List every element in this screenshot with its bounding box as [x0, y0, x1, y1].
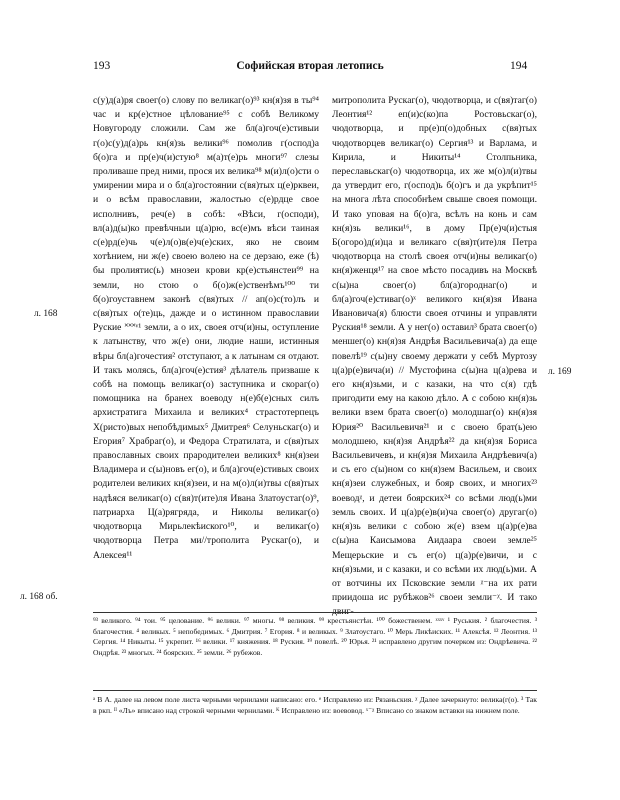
left-column-text: с(у)д(а)ря своег(о) слову по великаг(о)⁹³ кн(я)зя в ты⁹⁴ час и кр(е)стное цѣлование⁹⁵ с собѣ Великому Новугороду сложили. Сам же бл(а)гоч(е)стивыи г(о)с(у)д(а)рь кн(я)зь велики⁹⁶ помолив г(оспод)а б(о)га и пр(е)ч(и)стую⁸ м(а)т(е)рь многи⁹⁷ слезы проливаше пред ними, прося их велика⁹⁸ м(и)л(о)сти о умирении мира и о бл(а)гостоянии с(вя)тых ц(е)рквеи, и о всѣм православии, жалостью с(е)рдце свое исполнивъ, реч(е) в собѣ: «Вѣси, г(осподи), вл(а)д(ы)ко превѣчныи ц(а)рю, вс(е)мъ вѣси таиная с(е)рд(е)чь ч(е)л(о)в(е)ч(е)ских, яко не своим хотѣнием, ни ж(е) своею волею на се дерзаю, еже (ѣ) бы пролиятис(ь) мнозеи крови кр(е)стьянстеи⁹⁹ на земли, но стою о б(о)ж(е)ственѣмъ¹⁰⁰ ти б(о)гоуставнем законѣ с(вя)тых // ап(о)с(то)лъ и с(вя)тых о(те)ць, дажде и о истинном православии Руские ˟˟˟ᵛ¹ земли, а о их, своея отч(и)ны, оступление к латынству, что ж(е) они, людие наши, истинныя вѣры бл(а)гочестия² отступают, а к латынам ся отдают. И такъ молясь, бл(а)гоч(е)стия³ дѣлатель призваше к собѣ на помощь великаг(о) заступника и скораг(о) помощника на бранех воеводу н(е)б(е)сных силъ архистратига Михаила и великих⁴ страстотерпецъ Х(ристо)вых непобѣдимых⁵ Дмитрея⁶ Селуньскаг(о) и Егория⁷ Храбраг(о), и Федора Стратилата, и с(вя)тых православных своих прародителеи великих⁸ кн(я)зеи Владимера и с(ы)новъ ег(о), и бл(а)гоч(е)стивых своих родителеи великих кн(я)зеи, и на м(о)л(и)твы с(вя)тых надѣяся великаг(о) с(вя)т(ите)ля Ивана Златоустаг(о)⁹, патриарха Ц(а)рягряда, и Николы великаг(о) чюдотворца Мирьлекѣиского¹⁰, и великаг(о) чюдотворца Петра ми//трополита Рускаг(о), и Алексея¹¹	[93, 95, 319, 561]
margin-note-l169: л. 169	[548, 367, 572, 377]
variant-footnotes-text: ⁹³ великого. ⁹⁴ тои. ⁹⁵ целование. ⁹⁶ велики. ⁹⁷ многы. ⁹⁸ великия. ⁹⁹ крестьянстѣи. ¹⁰⁰ божественем. ˣˣˣᵛ ¹ Руськия. ² благочестия. ³ благочестия. ⁴ великых. ⁵ непобедимых. ⁶ Дмитрия. ⁷ Егория. ⁸ и великых. ⁹ Златоустаго. ¹⁰ Мерь Ликѣиских. ¹¹ Алексѣя. ¹² Леонтия. ¹³ Сергия. ¹⁴ Никыты. ¹⁵ укрепит. ¹⁶ велики. ¹⁷ княжения. ¹⁸ Руския. ¹⁹ повелѣ. ²⁰ Юрья. ²¹ исправлено другим почерком из: Ондрѣевича. ²² Ондрѣя. ²³ многых. ²⁴ боярских. ²⁵ земли. ²⁶ рубежов.	[93, 616, 537, 657]
running-title: Софийская вторая летопись	[236, 60, 384, 72]
left-text-column	[93, 94, 319, 604]
footnote-rule	[93, 612, 537, 613]
right-text-column	[332, 94, 537, 618]
margin-note-l168ob: л. 168 об.	[20, 592, 58, 602]
margin-note-l168: л. 168	[34, 309, 58, 319]
page-number-right: 194	[510, 60, 528, 72]
editorial-footnotes	[93, 695, 537, 716]
page-header	[0, 60, 620, 78]
footnote-rule-2	[93, 690, 537, 691]
right-column-text: митрополита Рускаг(о), чюдотворца, и с(вя)таг(о) Леонтия¹² еп(и)с(ко)па Ростовьскаг(о), чюдотворца, и пр(е)п(о)добных с(вя)тых чюдотворцев великаг(о) Сергия¹³ и Варлама, и Кирила, и Никиты¹⁴ Столпьника, переславьскаг(о) чюдотворца, их же м(о)л(и)твы да утвердит его, г(оспод)ь б(о)гъ и да укрѣпит¹⁵ на многа лѣта способнѣем свыше своея помощи. И тако уповая на б(о)га, всѣлъ на конь и сам кн(я)зь велики¹⁶, в дому Пр(е)ч(и)стыя Б(огоро)д(и)ца и великаго с(вя)т(ите)ля Петра чюдотворца на столѣ своея отч(и)ны великаг(о) кн(я)женця¹⁷ на свое мѣсто посадивъ на Москвѣ с(ы)на своег(о) бл(а)городнаг(о) и бл(а)гоч(е)стиваг(о)ˣ великого кн(я)зя Ивана Ивановича(я) блюсти своея отчины и управляти Руския¹⁸ земли. А у нег(о) оставил³ брата своег(о) меншег(о) кн(я)зя Андрѣя Васильевича(а) да еще повелѣ¹⁹ с(ы)ну своему держати у себѣ Муртозу ц(а)р(е)вича(и) // Мустофина с(ы)на ц(а)рева и его кн(я)зьми, и с казаки, на что с(я) гдѣ пригодити ему на какою дѣло. А с собою кн(я)зь велики взем брата своег(о) молодшаг(о) кн(я)зя Юрия²⁰ Васильевичя²¹ и с своею брат(ь)ею молодшею, кн(я)зя Андрѣя²² да кн(я)зя Бориса Васильевичевъ, и кн(я)зя Михаила Андрѣевич(а) и съ его с(ы)ном со кн(я)зем Васильем, и своих кн(я)зеи служебных, и бояр своих, и многих²³ воеводᵡ, и детеи боярских²⁴ со всѣми люд(ь)ми земль своих. И ц(а)р(е)в(и)ча своег(о) другаг(о) кн(я)зь велики с собою ж(е) взем ц(а)р(е)ва с(ы)на Каисымова Аидаара своеи земле²⁵ Мещерьские и съ ег(о) ц(а)р(е)вичи, и с кн(я)зьми, и с казаки, и со всѣми их люд(ь)ми. А от вотчины их Псковские земли ᵡ⁻на их рати приидоша ис рубѣжов²⁶ своеи земли⁻ᵡ. И тако двиг-	[332, 95, 537, 618]
variant-footnotes	[93, 616, 537, 658]
page-number-left: 193	[93, 60, 111, 72]
editorial-footnotes-text: ᵃ В А. далее на левом поле листа черными чернилами написано: его. ᵉ Исправлено из: Рязаньския. ᵡ Далее зачеркнуто: велика(г(о). ³ Так в ркп. ᴵᴵ «Лъ» вписано над строкой черными чернилами. ᴷ Исправлено из: вoевовод. ˣ⁻ᵡ Вписано со знаком вставки на нижнем поле.	[93, 695, 537, 715]
